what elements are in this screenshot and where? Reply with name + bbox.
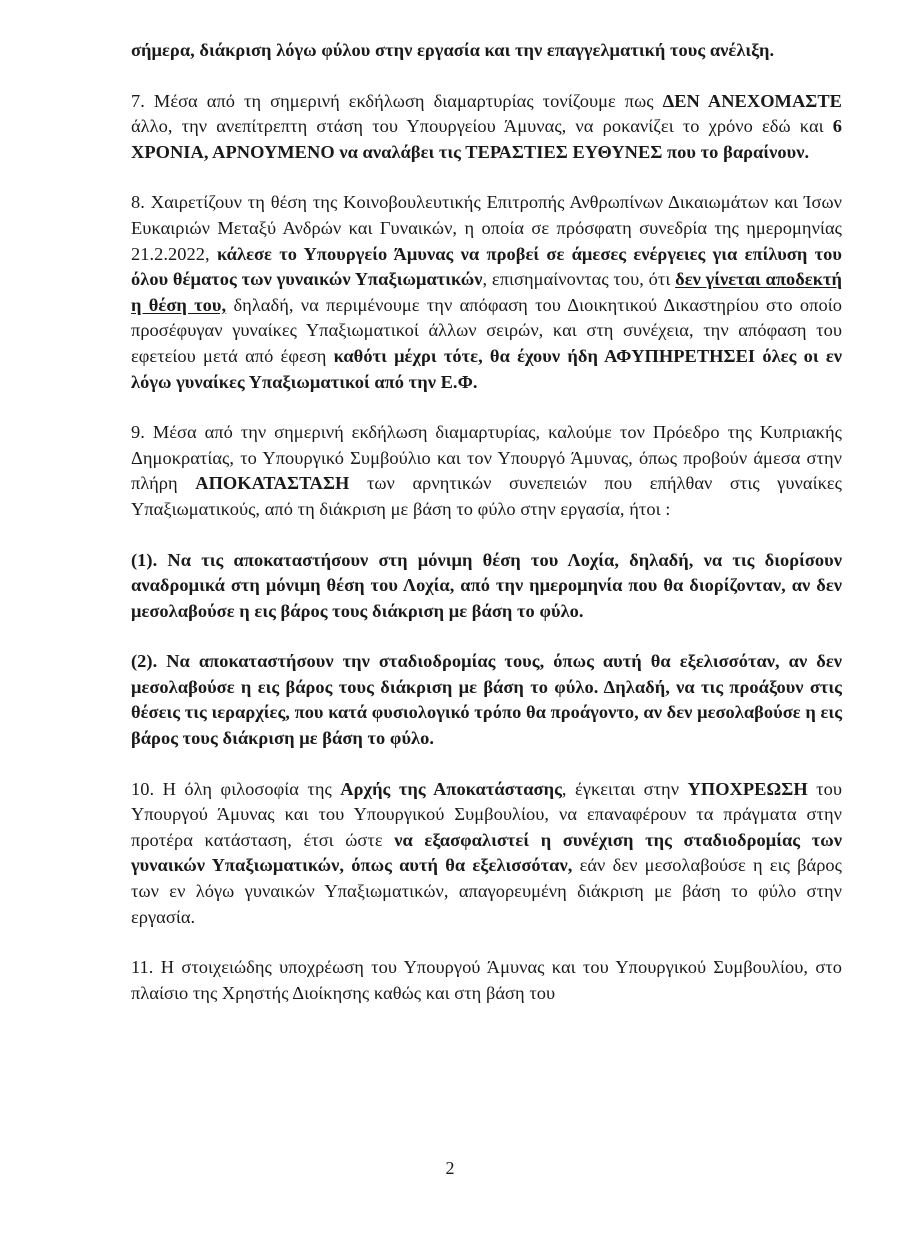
text-segment: εάν δεν μεσολαβούσε η εις βάρος των εν λόγω γυναικών Υπαξιωματικών, απαγορευμένη διάκριση με βάση το φύλο στην εργασία. — [131, 855, 842, 927]
text-segment: (2). Να αποκαταστήσουν την σταδιοδρομίας τους, όπως αυτή θα εξελισσόταν, αν δεν μεσολαβούσε η εις βάρος τους διάκριση με βάση το φύλο. Δηλαδή, να τις προάξουν στις θέσεις τις ιεραρχίες, που κατά φυσιολογικό τρόπο θα προάγοντο, αν δεν μεσολαβούσε η εις βάρος τους διάκριση με βάση το φύλο. — [131, 651, 842, 749]
text-segment: 8. Χαιρετίζουν τη θέση της Κοινοβουλευτικής Επιτροπής Ανθρωπίνων Δικαιωμάτων και Ίσων Ευκαιριών Μεταξύ Ανδρών και Γυναικών, η οποία σε πρόσφατη συνεδρία της ημερομηνίας 21.2.2022, — [131, 192, 842, 264]
paragraph-p9-2 — [131, 649, 842, 751]
page-number: 2 — [445, 1158, 455, 1178]
text-segment: 11. Η στοιχειώδης υποχρέωση του Υπουργού Άμυνας και του Υπουργικού Συμβουλίου, στο πλαίσιο της Χρηστής Διοίκησης καθώς και στη βάση του — [131, 957, 842, 1003]
paragraph-p7 — [131, 89, 842, 166]
text-segment: άλλο, την ανεπίτρεπτη στάση του Υπουργείου Άμυνας, να ροκανίζει το χρόνο εδώ και — [131, 116, 833, 137]
text-segment: δηλαδή, να περιμένουμε την απόφαση του Διοικητικού Δικαστηρίου στο οποίο προσέφυγαν γυναίκες Υπαξιωματικοί άλλων σειρών, και στη συνέχεια, την απόφαση του εφετείου μετά από έφεση — [131, 294, 842, 366]
paragraph-p9-1 — [131, 548, 842, 625]
paragraph-p-cont — [131, 38, 842, 64]
emphasis-text: Αρχής της Αποκατάστασης — [340, 778, 562, 799]
text-segment: 7. Μέσα από τη σημερινή εκδήλωση διαμαρτυρίας τονίζουμε πως — [131, 90, 663, 111]
paragraph-p9 — [131, 420, 842, 522]
text-segment: , επισημαίνοντας του, ότι — [482, 269, 676, 290]
emphasis-text: καθότι μέχρι τότε, θα έχουν ήδη ΑΦΥΠΗΡΕΤΗΣΕΙ όλες οι εν λόγω γυναίκες Υπαξιωματικοί από την Ε.Φ. — [131, 345, 842, 392]
emphasis-text: ΔΕΝ ΑΝΕΧΟΜΑΣΤΕ — [662, 90, 842, 111]
underlined-text: δεν γίνεται αποδεκτή η θέση του, — [131, 269, 842, 315]
text-segment: (1). Να τις αποκαταστήσουν στη μόνιμη θέση του Λοχία, δηλαδή, να τις διορίσουν αναδρομικά στη μόνιμη θέση του Λοχία, από την ημερομηνία που θα διορίζονταν, αν δεν μεσολαβούσε η εις βάρος τους διάκριση με βάση το φύλο. — [131, 549, 842, 621]
paragraph-p8 — [131, 190, 842, 395]
document-body — [131, 38, 842, 1031]
paragraph-p10 — [131, 777, 842, 931]
text-segment: του Υπουργού Άμυνας και του Υπουργικού Συμβουλίου, να επαναφέρουν τα πράγματα στην προτέρα κατάσταση, έτσι ώστε — [131, 778, 842, 850]
text-segment: των αρνητικών συνεπειών που επήλθαν στις γυναίκες Υπαξιωματικούς, από τη διάκριση με βάση το φύλο στην εργασία, ήτοι : — [131, 473, 842, 519]
emphasis-text: 6 ΧΡΟΝΙΑ, ΑΡΝΟΥΜΕΝΟ να αναλάβει τις ΤΕΡΑΣΤΙΕΣ ΕΥΘΥΝΕΣ που το βαραίνουν. — [131, 116, 842, 162]
text-segment: σήμερα, διάκριση λόγω φύλου στην εργασία και την επαγγελματική τους ανέλιξη. — [131, 40, 775, 60]
text-segment: 10. Η όλη φιλοσοφία της — [131, 778, 341, 799]
text-segment: , έγκειται στην — [561, 778, 688, 799]
text-segment: 9. Μέσα από την σημερινή εκδήλωση διαμαρτυρίας, καλούμε τον Πρόεδρο της Κυπριακής Δημοκρατίας, το Υπουργικό Συμβούλιο και τον Υπουργό Άμυνας, όπως προβούν άμεσα στην πλήρη — [131, 422, 842, 494]
emphasis-text: να εξασφαλιστεί η συνέχιση της σταδιοδρομίας των γυναικών Υπαξιωματικών, όπως αυτή θα εξελισσόταν, — [131, 829, 842, 876]
emphasis-text: ΥΠΟΧΡΕΩΣΗ — [687, 778, 808, 799]
emphasis-text: ΑΠΟΚΑΤΑΣΤΑΣΗ — [195, 473, 350, 494]
emphasis-text: κάλεσε το Υπουργείο Άμυνας να προβεί σε άμεσες ενέργειες για επίλυση του όλου θέματος των γυναικών Υπαξιωματικών — [131, 243, 842, 290]
paragraph-p11 — [131, 955, 842, 1006]
